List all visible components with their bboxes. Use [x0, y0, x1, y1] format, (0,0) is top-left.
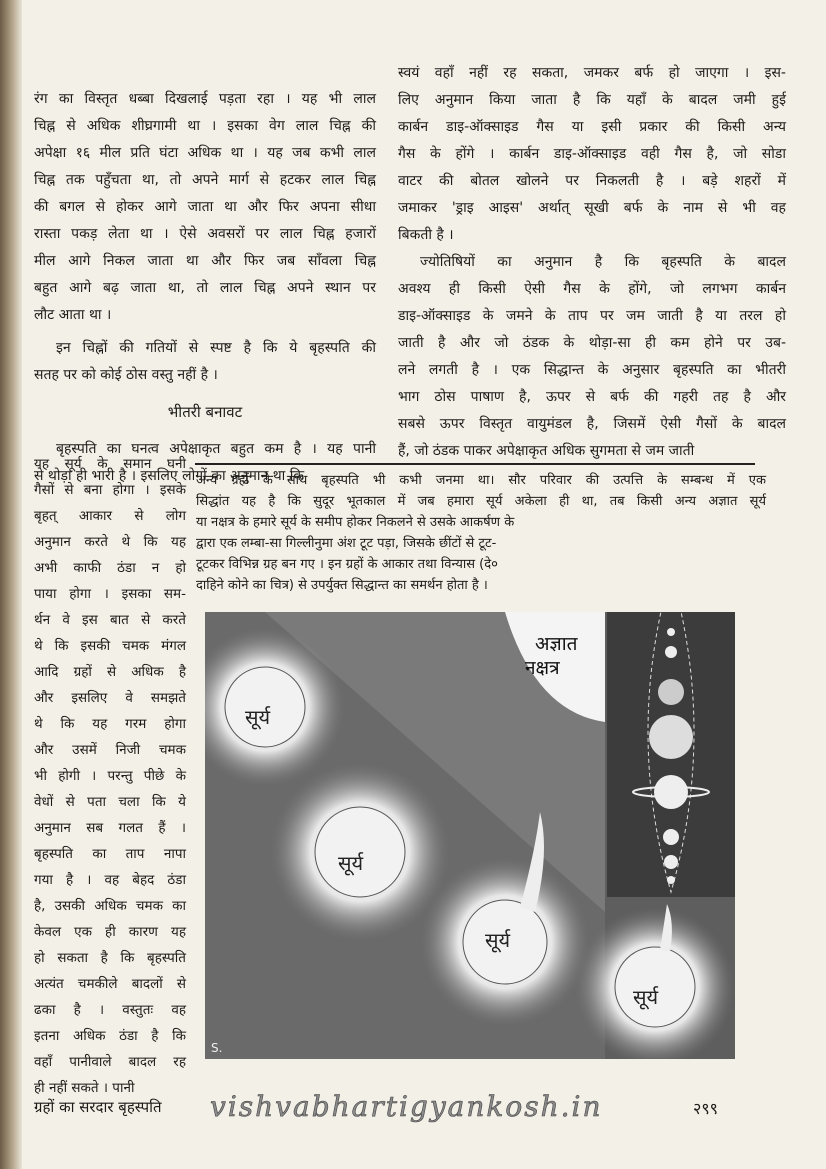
text-line: इन चिह्नों की गतियों से स्पष्ट है कि ये बृहस्पति की: [56, 340, 376, 356]
text-line: लिए अनुमान किया जाता है कि यहाँ के बादल जमी हुई: [398, 92, 786, 108]
text-line: दाहिने कोने का चित्र) से उपर्युक्त सिद्धान्त का समर्थन होता है ।: [196, 578, 488, 593]
text-line: जाती है और जो ठंडक के थोड़ा-सा ही कम होने पर उब-: [398, 335, 786, 351]
planet-arrangement-panel: [607, 612, 735, 897]
watermark: vishvabhartigyankosh.in: [210, 1090, 603, 1123]
text-line: टूटकर विभिन्न ग्रह बन गए । इन ग्रहों के आकार तथा विन्यास (दे०: [196, 557, 498, 572]
text-line: और इसलिए वे समझते: [34, 690, 186, 706]
text-line: बृहत् आकार से लोग: [34, 508, 186, 524]
solar-system-origin-illustration: [205, 612, 735, 1059]
text-line: अनुमान सब गलत हैं ।: [34, 820, 186, 836]
running-footer-title: ग्रहों का सरदार बृहस्पति: [34, 1098, 162, 1116]
section-heading: भीतरी बनावट: [167, 403, 243, 421]
text-line: रंग का विस्तृत धब्बा दिखलाई पड़ता रहा । यह भी लाल: [34, 91, 376, 107]
text-line: द्वारा एक लम्बा-सा गिल्लीनुमा अंश टूट पड़ा, जिसके छींटों से टूट-: [196, 536, 497, 551]
sun-label-4: सूर्य: [633, 985, 659, 1009]
text-line: की बगल से होकर आगे जाता था और फिर अपना सीधा: [34, 199, 376, 215]
text-line: अनुमान करते थे कि यह: [34, 534, 186, 550]
sun-label-1: सूर्य: [245, 705, 271, 729]
text-line: र्थन वे इस बात से करते: [34, 612, 186, 628]
text-line: रास्ता पकड़ लेता था । ऐसे अवसरों पर लाल चिह्न हजारों: [34, 226, 376, 242]
text-line: गया है । वह बेहद ठंडा: [34, 872, 186, 888]
unknown-star-label-2: नक्षत्र: [525, 657, 560, 679]
text-line: से थोड़ा ही भारी है । इसलिए लोगों का अनुमान था कि: [34, 468, 305, 484]
text-line: भाग ठोस पाषाण है, ऊपर से बर्फ की गहरी तह है और: [398, 389, 786, 405]
text-line: अन्य ग्रहों के साथ बृहस्पति भी कभी जनमा था। सौर परिवार की उत्पत्ति के सम्बन्ध में एक: [196, 473, 766, 488]
text-line: चिह्न तक पहुँचता था, तो अपने मार्ग से हटकर लाल चिह्न: [34, 172, 377, 188]
text-line: सतह पर को कोई ठोस वस्तु नहीं है ।: [34, 367, 218, 383]
text-line: ढका है । वस्तुतः वह: [34, 1002, 186, 1018]
text-line: थे कि यह गरम होगा: [34, 716, 186, 732]
text-line: चिह्न से अधिक शीघ्रगामी था । इसका वेग लाल चिह्न की: [34, 118, 376, 134]
text-line: बृहस्पति का ताप नापा: [34, 846, 186, 862]
text-line: यह सूर्य के समान घनी: [34, 456, 186, 472]
text-line: बिकती है ।: [398, 227, 454, 243]
text-line: अपेक्षा १६ मील प्रति घंटा अधिक था । यह जब कभी लाल: [34, 145, 376, 161]
text-line: आदि ग्रहों से अधिक है: [34, 664, 186, 680]
text-line: लने लगती है । एक सिद्धान्त के अनुसार बृहस्पति का भीतरी: [398, 362, 786, 378]
text-line: ही नहीं सकते । पानी: [34, 1080, 135, 1096]
text-line: सिद्धांत यह है कि सुदूर भूतकाल में जब हमारा सूर्य अकेला ही था, तब किसी अन्य अज्ञात सूर्य: [196, 494, 766, 509]
text-line: हैं, जो ठंडक पाकर अपेक्षाकृत अधिक सुगमता से जम जाती: [398, 443, 695, 459]
text-line: अत्यंत चमकीले बादलों से: [34, 976, 186, 992]
text-line: स्वयं वहाँ नहीं रह सकता, जमकर बर्फ हो जाएगा । इस-: [398, 65, 786, 81]
text-line: या नक्षत्र के हमारे सूर्य के समीप होकर निकलने से उसके आकर्षण के: [196, 515, 515, 530]
text-line: जमाकर 'ड्राइ आइस' अर्थात् सूखी बर्फ के नाम से भी वह: [398, 200, 786, 216]
text-line: डाइ-ऑक्साइड के जमने के ताप पर जम जाती है या तरल हो: [398, 308, 786, 324]
left-narrow-column: [34, 451, 186, 1101]
text-line: भी होगी । परन्तु पीछे के: [34, 768, 186, 784]
figure-caption: [196, 470, 766, 596]
text-line: वहाँ पानीवाले बादल रह: [34, 1054, 186, 1070]
text-line: हो सकता है कि बृहस्पति: [34, 950, 186, 966]
artist-signature: S.: [211, 1041, 223, 1055]
caption-rule: [195, 463, 755, 465]
text-line: इतना अधिक ठंडा है कि: [34, 1028, 186, 1044]
sun-label-2: सूर्य: [338, 851, 364, 875]
text-line: अवश्य ही किसी ऐसी गैस के होंगे, जो लगभग कार्बन: [398, 281, 786, 297]
text-line: गैसों से बना होगा । इसके: [34, 482, 186, 498]
text-line: पाया होगा । इसका सम-: [34, 586, 186, 602]
sun-label-3: सूर्य: [485, 928, 511, 952]
text-line: बहुत आगे बढ़ जाता था, तो लाल चिह्न अपने स्थान पर: [34, 280, 376, 296]
text-line: सबसे ऊपर विस्तृत वायुमंडल है, जिसमें ऐसी गैसों के बादल: [398, 416, 786, 432]
text-line: वाटर की बोतल खोलने पर निकलती है । बड़े शहरों में: [398, 173, 786, 189]
text-line: केवल एक ही कारण यह: [34, 924, 186, 940]
text-line: लौट आता था ।: [34, 307, 112, 323]
right-column: [398, 60, 786, 465]
text-line: और उसमें निजी चमक: [34, 742, 186, 758]
page-number: २९९: [693, 1099, 718, 1118]
text-line: ज्योतिषियों का अनुमान है कि बृहस्पति के बादल: [420, 254, 786, 270]
text-line: मील आगे निकल जाता था और फिर जब साँवला चिह्न: [34, 253, 376, 269]
text-line: कार्बन डाइ-ऑक्साइड गैस या इसी प्रकार की किसी अन्य: [398, 119, 786, 135]
text-line: थे कि इसकी चमक मंगल: [34, 638, 186, 654]
text-line: है, उसकी अधिक चमक का: [34, 898, 186, 914]
text-line: बृहस्पति का घनत्व अपेक्षाकृत बहुत कम है । यह पानी: [56, 441, 376, 457]
book-spine-shadow: [0, 0, 22, 1169]
unknown-star-label-1: अज्ञात: [535, 633, 578, 655]
text-line: वेधों से पता चला कि ये: [34, 794, 186, 810]
text-line: गैस के होंगे । कार्बन डाइ-ऑक्साइड वही गैस है, जो सोडा: [398, 146, 786, 162]
text-line: अभी काफी ठंडा न हो: [34, 560, 186, 576]
left-column-top: [34, 86, 376, 490]
